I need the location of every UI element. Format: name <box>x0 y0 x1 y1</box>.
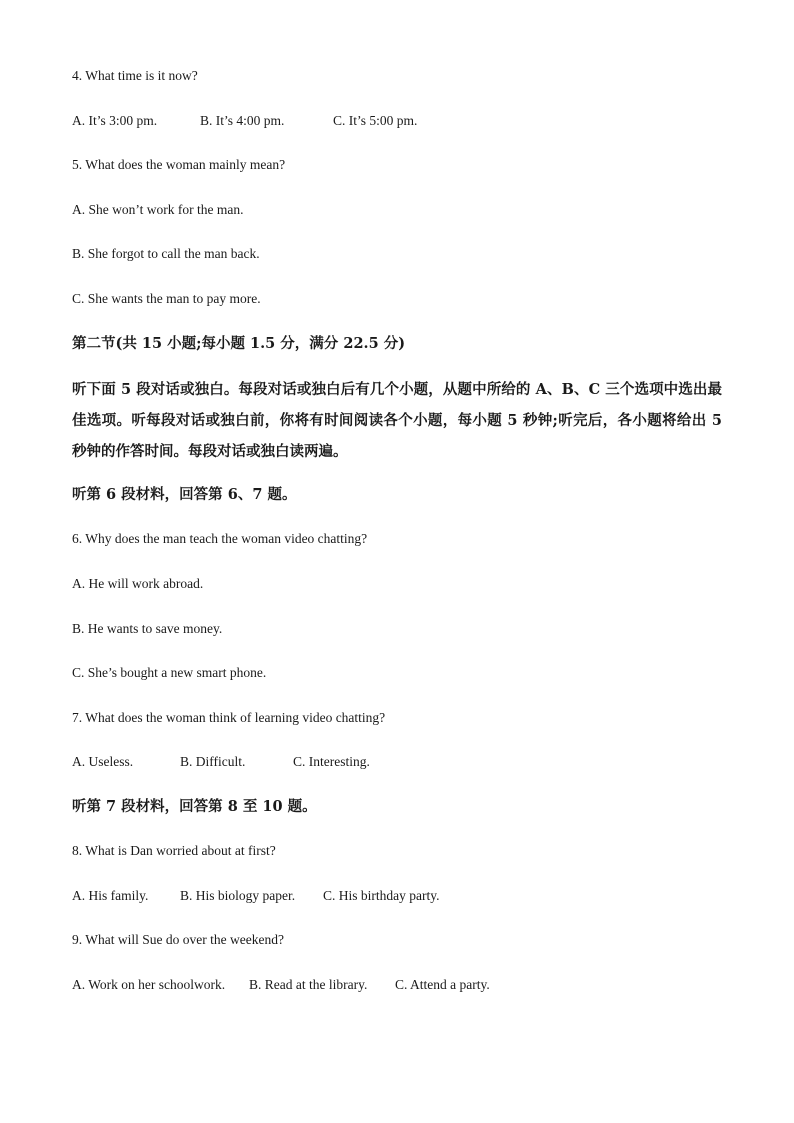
section-2-instructions: 听下面 5 段对话或独白。每段对话或独白后有几个小题，从题中所给的 A、B、C 三个选项中选出最佳选项。听每段对话或独白前，你将有时间阅读各个小题，每小题 5 秒钟;听完后，各小题将给出 5 秒钟的作答时间。每段对话或独白读两遍。 <box>72 381 722 460</box>
question-5-option-c: C. She wants the man to pay more. <box>72 291 261 306</box>
question-4-stem: 4. What time is it now? <box>72 68 198 83</box>
question-5-stem: 5. What does the woman mainly mean? <box>72 157 286 172</box>
question-9-option-c: C. Attend a party. <box>395 977 490 992</box>
question-5-option-b: B. She forgot to call the man back. <box>72 246 260 261</box>
question-7-option-c: C. Interesting. <box>293 754 370 769</box>
question-7-option-b: B. Difficult. <box>180 754 246 769</box>
question-7-option-a: A. Useless. <box>72 754 134 769</box>
question-8-option-a: A. His family. <box>72 888 149 903</box>
question-4-option-a: A. It’s 3:00 pm. <box>72 113 158 128</box>
question-8-option-c: C. His birthday party. <box>323 888 440 903</box>
question-9-stem: 9. What will Sue do over the weekend? <box>72 932 284 947</box>
question-6-option-c: C. She’s bought a new smart phone. <box>72 665 267 680</box>
question-6-stem: 6. Why does the man teach the woman video chatting? <box>72 531 368 546</box>
material-6-title: 听第 6 段材料，回答第 6、7 题。 <box>72 486 297 503</box>
question-9-option-b: B. Read at the library. <box>249 977 368 992</box>
question-6-option-a: A. He will work abroad. <box>72 576 204 591</box>
question-5-option-a: A. She won’t work for the man. <box>72 202 244 217</box>
question-6-option-b: B. He wants to save money. <box>72 621 223 636</box>
material-7-title: 听第 7 段材料，回答第 8 至 10 题。 <box>72 798 317 815</box>
question-8-option-b: B. His biology paper. <box>180 888 296 903</box>
question-4-option-b: B. It’s 4:00 pm. <box>200 113 285 128</box>
section-2-title: 第二节(共 15 小题;每小题 1.5 分，满分 22.5 分) <box>72 335 406 352</box>
question-8-stem: 8. What is Dan worried about at first? <box>72 843 276 858</box>
question-7-stem: 7. What does the woman think of learning video chatting? <box>72 710 386 725</box>
question-9-option-a: A. Work on her schoolwork. <box>72 977 226 992</box>
question-4-option-c: C. It’s 5:00 pm. <box>333 113 418 128</box>
